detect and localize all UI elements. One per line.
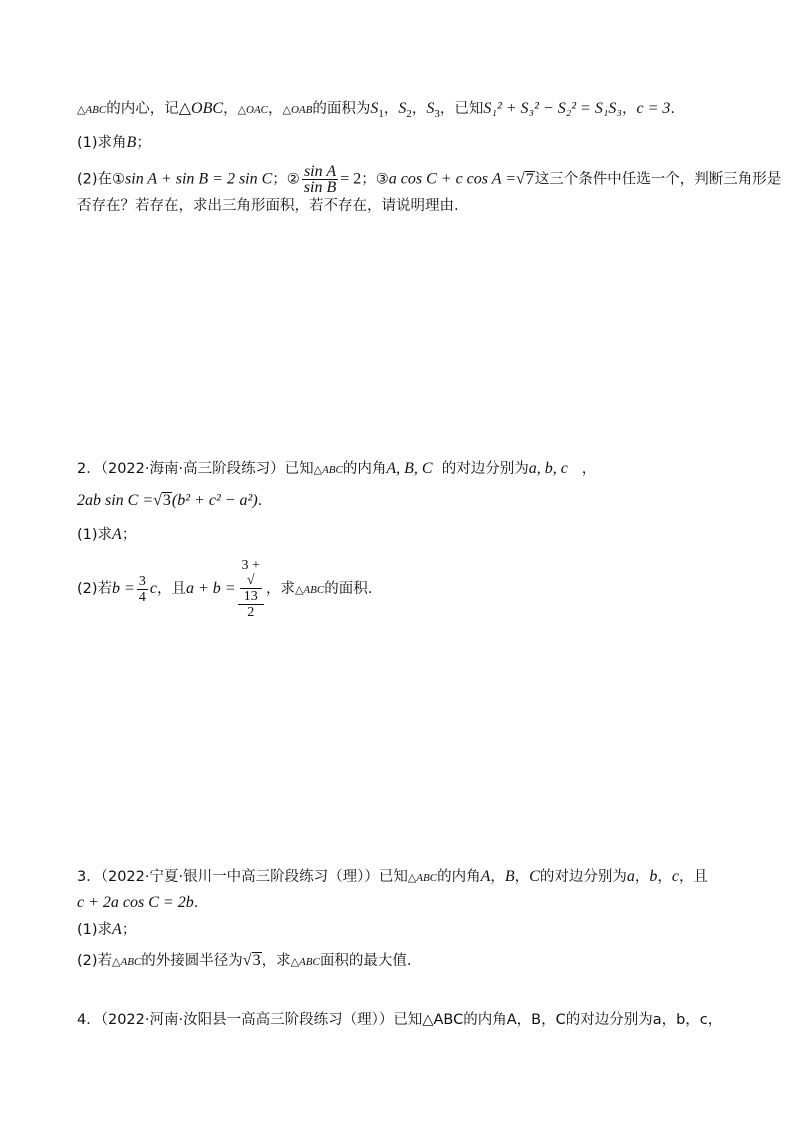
condition-1: sin A + sin B = 2 sin C: [125, 170, 273, 188]
q4-line1: 4．（2022·河南·汝阳县一高高三阶段练习（理））已知△ABC的内角A，B，C的对边分别为a，b，c，: [77, 1012, 723, 1028]
q2-header: 2．（2022·海南·高三阶段练习）已知: [77, 461, 314, 477]
q1-line1: [77, 98, 675, 125]
q2-text: ，且: [156, 581, 186, 597]
var-s1: S: [370, 100, 379, 117]
q1-part1: [77, 132, 151, 154]
comma: ，: [514, 869, 530, 885]
q2-equation-lhs: 2ab sin C =: [77, 492, 154, 509]
q1-part2: [77, 164, 781, 195]
q2-line1: [77, 458, 596, 481]
fraction-numerator: [238, 558, 264, 605]
side-c: c: [671, 868, 679, 885]
q1-part1-label: (1)求角: [77, 135, 127, 151]
semicolon: ；: [121, 922, 137, 938]
comma: ，: [621, 101, 637, 117]
fraction-denominator: 4: [138, 589, 146, 605]
q2-text: 的内角: [342, 461, 387, 477]
condition-3: a cos C + c cos A =: [388, 170, 516, 188]
q2-part1: [77, 524, 136, 546]
period: .: [193, 895, 199, 911]
q2-text: 的对边分别为: [441, 461, 529, 477]
comma: ，: [383, 101, 399, 117]
q1-part2-line2: 否存在？若存在，求出三角形面积，若不存在，请说明理由.: [77, 198, 459, 214]
sqrt-sign: √: [242, 952, 252, 969]
c-equals-3: c = 3: [636, 100, 671, 117]
q1-part2-text: 这三个条件中任选一个，判断三角形是: [534, 171, 782, 188]
sides-abc: a, b, c: [528, 460, 568, 477]
triangle-abc: △ABC: [407, 872, 438, 884]
triangle-abc: △ABC: [290, 956, 320, 968]
angle-c: C: [529, 868, 540, 885]
fraction-denominator: 2: [247, 605, 255, 620]
period: .: [257, 493, 263, 509]
semicolon: ；: [136, 135, 151, 151]
period: .: [670, 101, 675, 117]
var-s3: S: [426, 100, 435, 117]
comma: ，: [581, 461, 597, 477]
q2-part2-label: (2)若: [77, 581, 113, 597]
separator: ；②: [272, 171, 300, 188]
q1-text: 的内心，记: [106, 101, 179, 117]
a-plus-b-equals: a + b =: [185, 580, 236, 597]
fraction-numerator: 3: [138, 573, 146, 589]
fraction-sina-sinb: [302, 164, 338, 195]
q2-text: ，求: [265, 581, 295, 597]
q3-text: 面积的最大值.: [319, 953, 412, 969]
condition-2-rhs: = 2: [340, 170, 362, 188]
q3-line1: [77, 866, 708, 889]
comma: ，: [657, 869, 672, 885]
q1-text: 的面积为: [312, 101, 371, 117]
q1-equation: S₁² + S₃² − S₂² = S₁S₃: [483, 100, 622, 117]
triangle-obc: △OBC: [178, 100, 224, 117]
fraction-numerator: sin A: [302, 164, 338, 180]
radicand: 7: [525, 170, 534, 188]
radicand: 3: [252, 952, 261, 969]
fraction-3-4: [137, 574, 148, 605]
sqrt-sign: √: [246, 573, 255, 588]
q2-equation-rhs: (b² + c² − a²): [171, 492, 258, 509]
q3-part2-label: (2)若: [77, 953, 113, 969]
var-b: B: [126, 134, 137, 151]
angle-b: B: [504, 868, 515, 885]
var-c: c: [149, 580, 157, 597]
q3-text: 的外接圆半径为: [141, 953, 243, 969]
side-a: a: [626, 868, 635, 885]
radicand: 3: [162, 492, 171, 509]
comma: ，: [490, 869, 505, 885]
fraction-denominator: sin B: [303, 179, 337, 196]
side-b: b: [649, 868, 658, 885]
q2-text: 的面积.: [324, 581, 373, 597]
triangle-abc: △ABC: [77, 104, 107, 116]
numerator-three-plus: 3 +: [241, 558, 260, 573]
q2-part1-label: (1)求: [77, 527, 113, 543]
q2-part2: [77, 558, 372, 620]
fraction-3-sqrt13-2: [238, 558, 264, 620]
var-a: A: [112, 921, 122, 938]
triangle-abc: △ABC: [313, 464, 343, 476]
q3-part1: [77, 919, 136, 941]
comma: ，: [268, 101, 283, 117]
b-equals: b =: [112, 580, 135, 597]
q1-part2-label: (2)在①: [77, 171, 126, 188]
sqrt-sign: √: [153, 492, 162, 509]
angles-abc: A, B, C: [386, 460, 433, 477]
triangle-oac: △OAC: [237, 104, 269, 116]
q3-text: ，且: [678, 869, 708, 885]
sub-1: 1: [378, 107, 384, 120]
sub-3: 3: [434, 107, 440, 120]
q1-text: ，已知: [439, 101, 484, 117]
comma: ，: [223, 101, 238, 117]
q3-line2: [77, 892, 198, 914]
q3-equation: c + 2a cos C = 2b: [77, 894, 194, 911]
q3-text: 的内角: [437, 869, 481, 885]
q3-part1-label: (1)求: [77, 922, 113, 938]
triangle-oab: △OAB: [282, 104, 313, 116]
sub-2: 2: [406, 107, 412, 120]
q2-line2: [77, 490, 262, 512]
triangle-abc: △ABC: [112, 956, 142, 968]
q3-header: 3．（2022·宁夏·银川一中高三阶段练习（理））已知: [77, 869, 408, 885]
q3-text: ，求: [261, 953, 291, 969]
comma: ，: [634, 869, 650, 885]
var-a: A: [112, 526, 122, 543]
semicolon: ；: [121, 527, 137, 543]
var-s2: S: [398, 100, 407, 117]
triangle-abc: △ABC: [294, 584, 325, 596]
comma: ，: [411, 101, 427, 117]
separator: ；③: [361, 171, 389, 188]
q3-text: 的对边分别为: [539, 869, 627, 885]
q3-part2: [77, 950, 411, 973]
sqrt-sign: √: [516, 170, 525, 188]
radicand: 13: [240, 588, 262, 604]
angle-a: A: [480, 868, 491, 885]
